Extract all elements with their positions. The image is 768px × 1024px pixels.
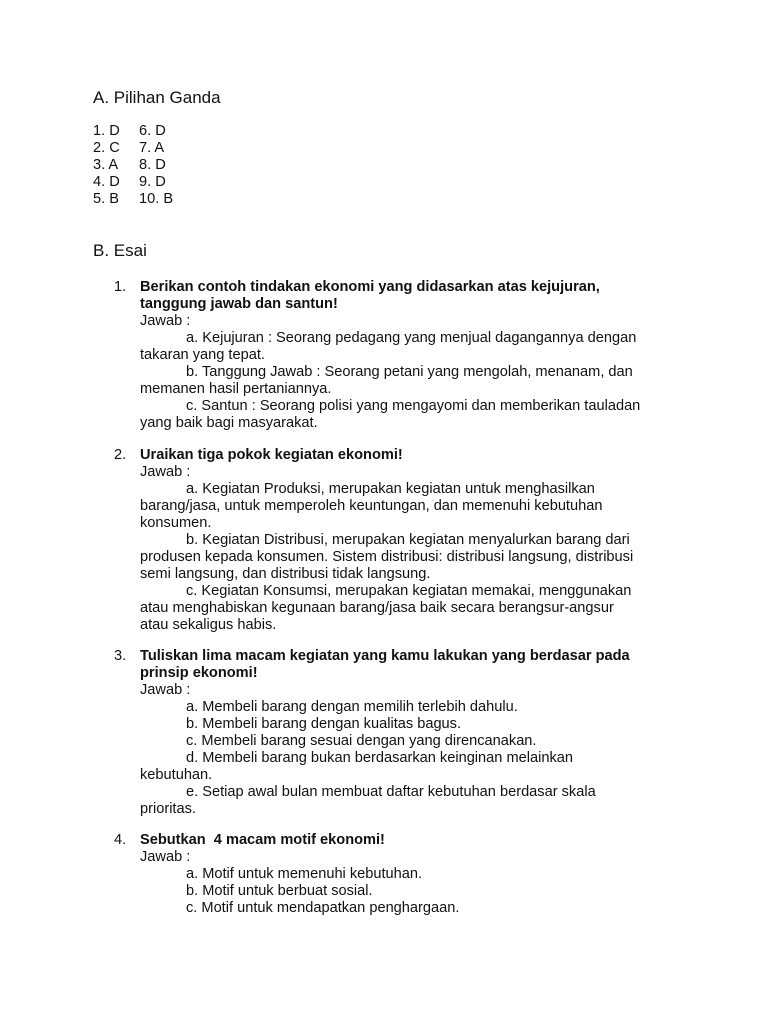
essay-question-4 bbox=[114, 832, 674, 917]
answer-item: 10. B bbox=[139, 191, 174, 207]
answer-line: a. Kegiatan Produksi, merupakan kegiatan untuk menghasilkan bbox=[186, 481, 595, 497]
answer-line: a. Membeli barang dengan memilih terlebih dahulu. bbox=[186, 699, 518, 715]
section-a-title: A. Pilihan Ganda bbox=[93, 88, 221, 107]
answer-line: yang baik bagi masyarakat. bbox=[140, 415, 318, 431]
answer-line: b. Motif untuk berbuat sosial. bbox=[186, 883, 373, 899]
answer-label: Jawab : bbox=[140, 464, 191, 480]
answer-line: kebutuhan. bbox=[140, 767, 213, 783]
question-number: 4. bbox=[114, 832, 127, 848]
answer-line: c. Kegiatan Konsumsi, merupakan kegiatan memakai, menggunakan bbox=[186, 583, 632, 599]
multiple-choice-answers bbox=[93, 123, 173, 208]
answer-row bbox=[93, 174, 173, 191]
essay-question-3 bbox=[114, 648, 674, 818]
answer-line: c. Membeli barang sesuai dengan yang direncanakan. bbox=[186, 733, 537, 749]
answer-item: 2. C bbox=[93, 140, 120, 156]
answer-item: 3. A bbox=[93, 157, 119, 173]
essay-question-2 bbox=[114, 447, 674, 634]
answer-label: Jawab : bbox=[140, 682, 191, 698]
essay-question-1 bbox=[114, 279, 674, 432]
question-number: 2. bbox=[114, 447, 127, 463]
answer-item: 7. A bbox=[139, 140, 165, 156]
question-text: Tuliskan lima macam kegiatan yang kamu lakukan yang berdasar pada bbox=[140, 648, 630, 664]
answer-line: prioritas. bbox=[140, 801, 196, 817]
answer-item: 9. D bbox=[139, 174, 166, 190]
answer-item: 4. D bbox=[93, 174, 120, 190]
answer-line: memanen hasil pertaniannya. bbox=[140, 381, 332, 397]
answer-item: 1. D bbox=[93, 123, 120, 139]
answer-line: barang/jasa, untuk memperoleh keuntungan, dan memenuhi kebutuhan bbox=[140, 498, 603, 514]
answer-item: 5. B bbox=[93, 191, 119, 207]
question-text: prinsip ekonomi! bbox=[140, 665, 258, 681]
answer-line: takaran yang tepat. bbox=[140, 347, 265, 363]
answer-row bbox=[93, 157, 173, 174]
answer-row bbox=[93, 123, 173, 140]
answer-row bbox=[93, 140, 173, 157]
section-b-title: B. Esai bbox=[93, 241, 147, 260]
answer-line: produsen kepada konsumen. Sistem distribusi: distribusi langsung, distribusi bbox=[140, 549, 634, 565]
question-text: tanggung jawab dan santun! bbox=[140, 296, 338, 312]
answer-line: atau menghabiskan kegunaan barang/jasa baik secara berangsur-angsur bbox=[140, 600, 614, 616]
answer-line: atau sekaligus habis. bbox=[140, 617, 277, 633]
question-text: Berikan contoh tindakan ekonomi yang didasarkan atas kejujuran, bbox=[140, 279, 600, 295]
answer-label: Jawab : bbox=[140, 313, 191, 329]
answer-line: konsumen. bbox=[140, 515, 212, 531]
question-text: Uraikan tiga pokok kegiatan ekonomi! bbox=[140, 447, 403, 463]
question-text: Sebutkan 4 macam motif ekonomi! bbox=[140, 832, 385, 848]
answer-line: c. Motif untuk mendapatkan penghargaan. bbox=[186, 900, 460, 916]
answer-line: b. Kegiatan Distribusi, merupakan kegiatan menyalurkan barang dari bbox=[186, 532, 630, 548]
answer-item: 6. D bbox=[139, 123, 166, 139]
answer-label: Jawab : bbox=[140, 849, 191, 865]
answer-line: b. Tanggung Jawab : Seorang petani yang mengolah, menanam, dan bbox=[186, 364, 633, 380]
question-number: 1. bbox=[114, 279, 127, 295]
answer-item: 8. D bbox=[139, 157, 166, 173]
question-number: 3. bbox=[114, 648, 127, 664]
answer-line: c. Santun : Seorang polisi yang mengayomi dan memberikan tauladan bbox=[186, 398, 641, 414]
answer-line: b. Membeli barang dengan kualitas bagus. bbox=[186, 716, 462, 732]
answer-line: semi langsung, dan distribusi tidak langsung. bbox=[140, 566, 431, 582]
answer-line: d. Membeli barang bukan berdasarkan keinginan melainkan bbox=[186, 750, 573, 766]
answer-line: a. Motif untuk memenuhi kebutuhan. bbox=[186, 866, 423, 882]
answer-row bbox=[93, 191, 173, 208]
answer-line: e. Setiap awal bulan membuat daftar kebutuhan berdasar skala bbox=[186, 784, 596, 800]
answer-line: a. Kejujuran : Seorang pedagang yang menjual dagangannya dengan bbox=[186, 330, 637, 346]
